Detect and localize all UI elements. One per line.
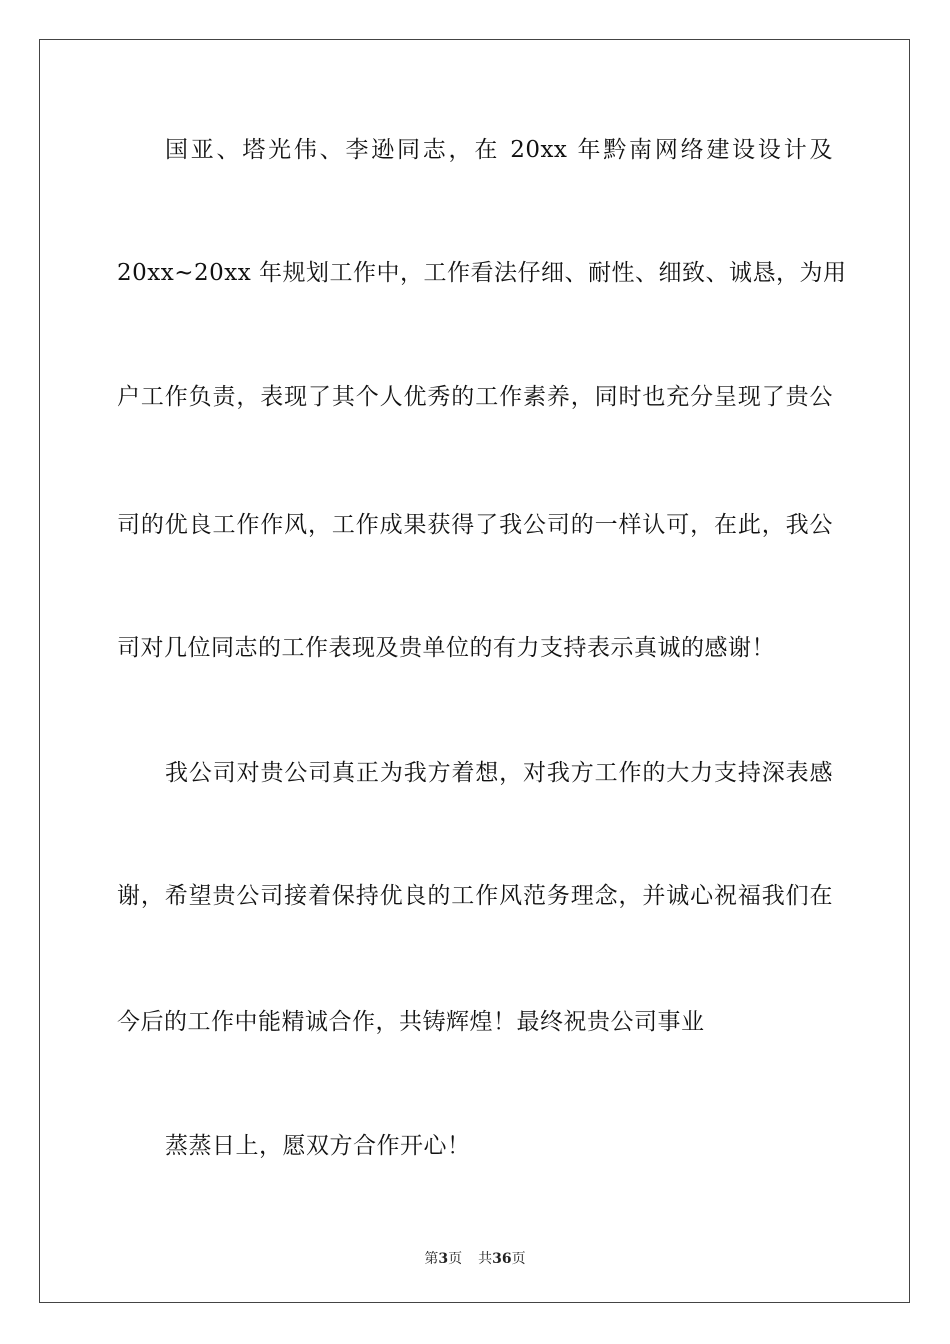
- paragraph-line-2: 20xx~20xx 年规划工作中，工作看法仔细、耐性、细致、诚恳，为用: [117, 260, 847, 286]
- page-number: 3: [438, 1251, 449, 1267]
- page-border: [39, 39, 910, 1303]
- paragraph-line-8: 今后的工作中能精诚合作，共铸辉煌！最终祝贵公司事业: [117, 1009, 705, 1035]
- page-footer: [0, 1248, 950, 1268]
- total-prefix: 共: [478, 1251, 493, 1267]
- paragraph-line-4: 司的优良工作作风，工作成果获得了我公司的一样认可，在此，我公: [117, 512, 833, 538]
- total-suffix: 页: [511, 1251, 526, 1267]
- page-suffix: 页: [448, 1251, 463, 1267]
- page-prefix: 第: [424, 1251, 439, 1267]
- paragraph-line-7: 谢，希望贵公司接着保持优良的工作风范务理念，并诚心祝福我们在: [117, 883, 833, 909]
- paragraph-line-1: 国亚、塔光伟、李逊同志，在 20xx 年黔南网络建设设计及: [165, 137, 833, 163]
- paragraph-line-5: 司对几位同志的工作表现及贵单位的有力支持表示真诚的感谢！: [117, 635, 775, 661]
- paragraph-line-9: 蒸蒸日上，愿双方合作开心！: [165, 1133, 471, 1159]
- paragraph-line-6: 我公司对贵公司真正为我方着想，对我方工作的大力支持深表感: [165, 760, 833, 786]
- total-pages: 36: [492, 1251, 512, 1267]
- paragraph-line-3: 户工作负责，表现了其个人优秀的工作素养，同时也充分呈现了贵公: [117, 384, 833, 410]
